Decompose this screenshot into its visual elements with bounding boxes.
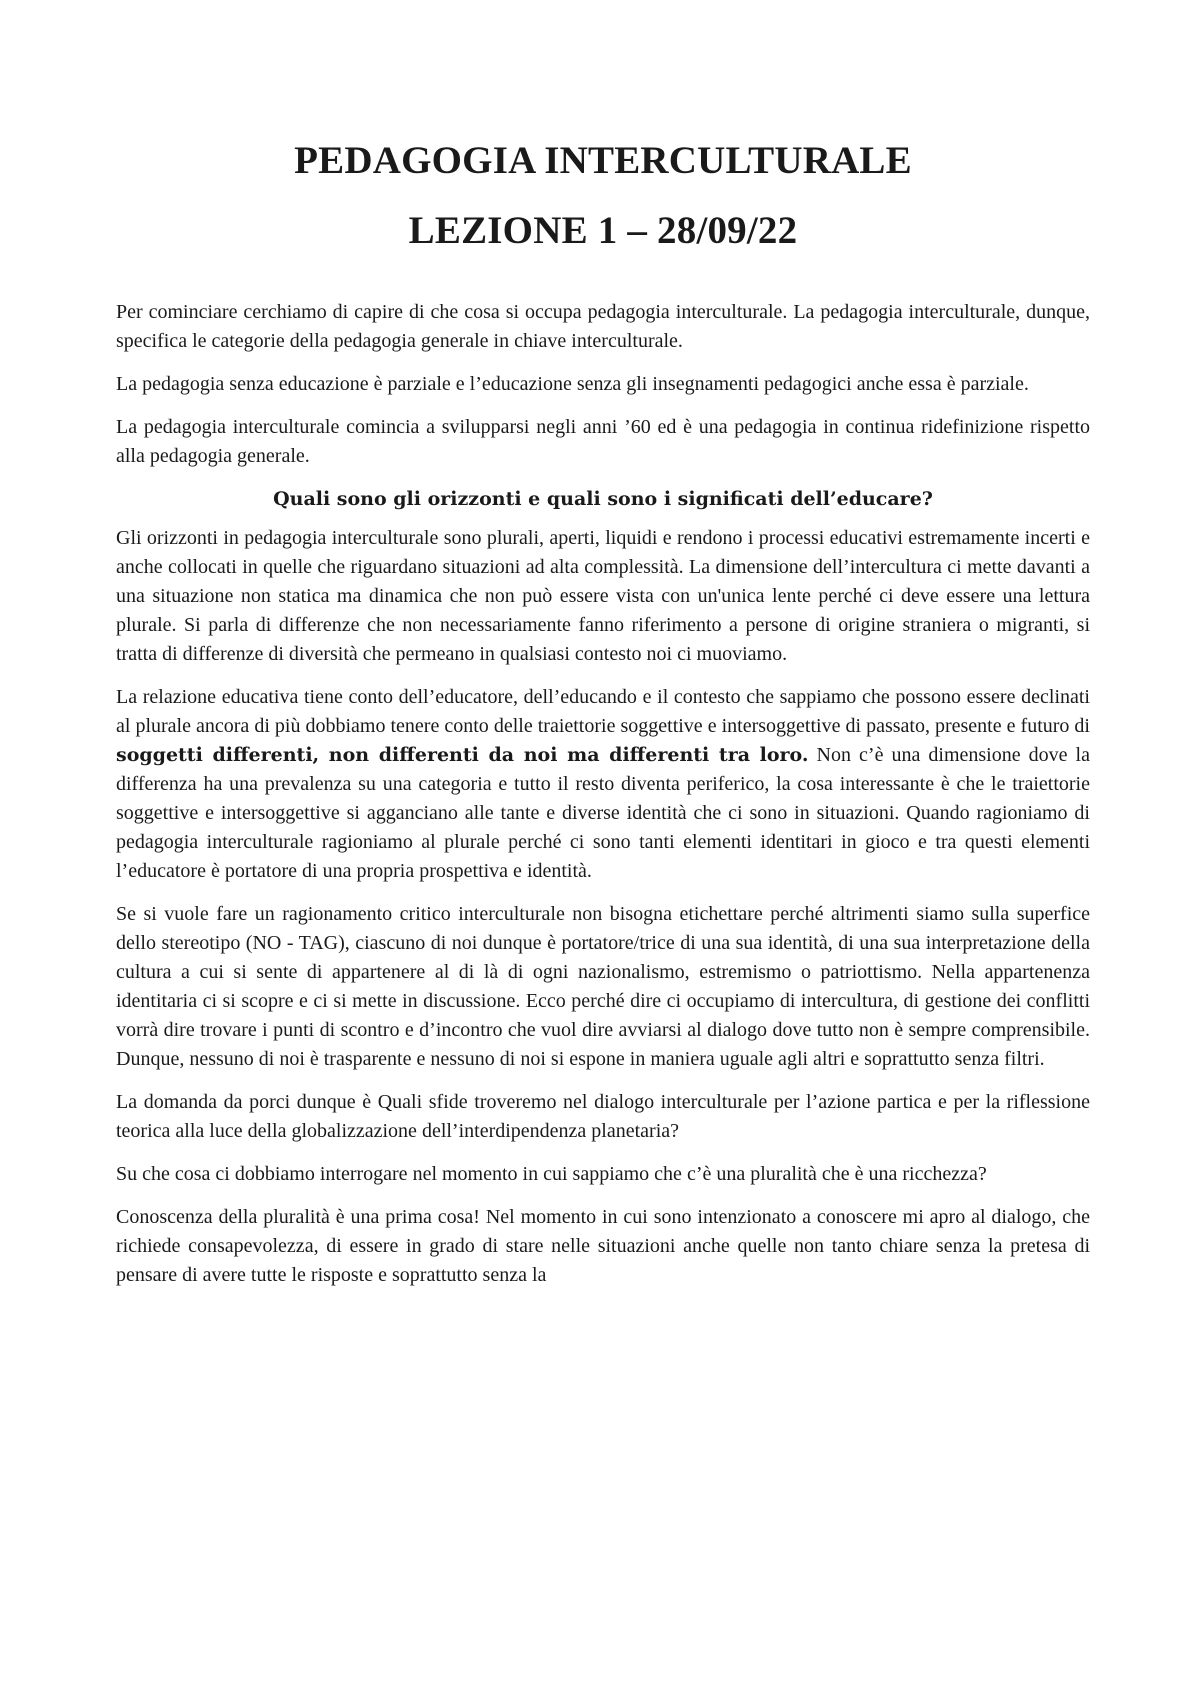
paragraph-8: Su che cosa ci dobbiamo interrogare nel momento in cui sappiamo che c’è una pluralità che è una ricchezza? — [116, 1163, 987, 1185]
paragraph-1: Per cominciare cerchiamo di capire di che cosa si occupa pedagogia interculturale. La pedagogia interculturale, dunque, specifica le categorie della pedagogia generale in chiave interculturale. — [116, 301, 1090, 352]
section-question: Quali sono gli orizzonti e quali sono i significati dell’educare? — [273, 488, 933, 510]
paragraph-4: Gli orizzonti in pedagogia interculturale sono plurali, aperti, liquidi e rendono i processi educativi estremamente incerti e anche collocati in quelle che riguardano situazioni ad alta complessità. La dimensione dell’intercultura ci mette davanti a una situazione non statica ma dinamica che non può essere vista con un'unica lente perché ci deve essere una lettura plurale. Si parla di differenze che non necessariamente fanno riferimento a persone di origine straniera o migranti, si tratta di differenze di diversità che permeano in qualsiasi contesto noi ci muoviamo. — [116, 527, 1090, 665]
paragraph-7: La domanda da porci dunque è Quali sfide troveremo nel dialogo interculturale per l’azione partica e per la riflessione teorica alla luce della globalizzazione dell’interdipendenza planetaria? — [116, 1091, 1090, 1142]
paragraph-5-text-before: La relazione educativa tiene conto dell’educatore, dell’educando e il contesto che sappiamo che possono essere declinati al plurale ancora di più dobbiamo tenere conto delle traiettorie soggettive e intersoggettive di passato, presente e futuro di — [116, 686, 1090, 737]
paragraph-3: La pedagogia interculturale comincia a svilupparsi negli anni ’60 ed è una pedagogia in continua ridefinizione rispetto alla pedagogia generale. — [116, 416, 1090, 467]
lesson-title: LEZIONE 1 – 28/09/22 — [408, 209, 798, 252]
paragraph-5 — [116, 683, 1090, 886]
document-title: PEDAGOGIA INTERCULTURALE — [294, 139, 912, 182]
document-body — [116, 298, 1090, 1290]
paragraph-5-bold-text: soggetti differenti, non differenti da noi ma differenti tra loro. — [116, 744, 809, 766]
paragraph-9: Conoscenza della pluralità è una prima cosa! Nel momento in cui sono intenzionato a conoscere mi apro al dialogo, che richiede consapevolezza, di essere in grado di stare nelle situazioni anche quelle non tanto chiare senza la pretesa di pensare di avere tutte le risposte e soprattutto senza la — [116, 1206, 1090, 1286]
paragraph-2: La pedagogia senza educazione è parziale e l’educazione senza gli insegnamenti pedagogici anche essa è parziale. — [116, 373, 1029, 395]
paragraph-6: Se si vuole fare un ragionamento critico interculturale non bisogna etichettare perché altrimenti siamo sulla superfice dello stereotipo (NO - TAG), ciascuno di noi dunque è portatore/trice di una sua identità, di una sua interpretazione della cultura a cui si sente di appartenere al di là di ogni nazionalismo, estremismo o patriottismo. Nella appartenenza identitaria ci si scopre e ci si mette in discussione. Ecco perché dire ci occupiamo di intercultura, di gestione dei conflitti vorrà dire trovare i punti di scontro e d’incontro che vuol dire avviarsi al dialogo dove tutto non è sempre comprensibile. Dunque, nessuno di noi è trasparente e nessuno di noi si espone in maniera uguale agli altri e soprattutto senza filtri. — [116, 903, 1090, 1070]
paragraph-5-text-after: Non c’è una dimensione dove la differenza ha una prevalenza su una categoria e tutto il resto diventa periferico, la cosa interessante è che le traiettorie soggettive e intersoggettive si agganciano alle tante e diverse identità che ci sono in situazioni. Quando ragioniamo di pedagogia interculturale ragioniamo al plurale perché ci sono tanti elementi identitari in gioco e tra questi elementi l’educatore è portatore di una propria prospettiva e identità. — [116, 744, 1090, 882]
